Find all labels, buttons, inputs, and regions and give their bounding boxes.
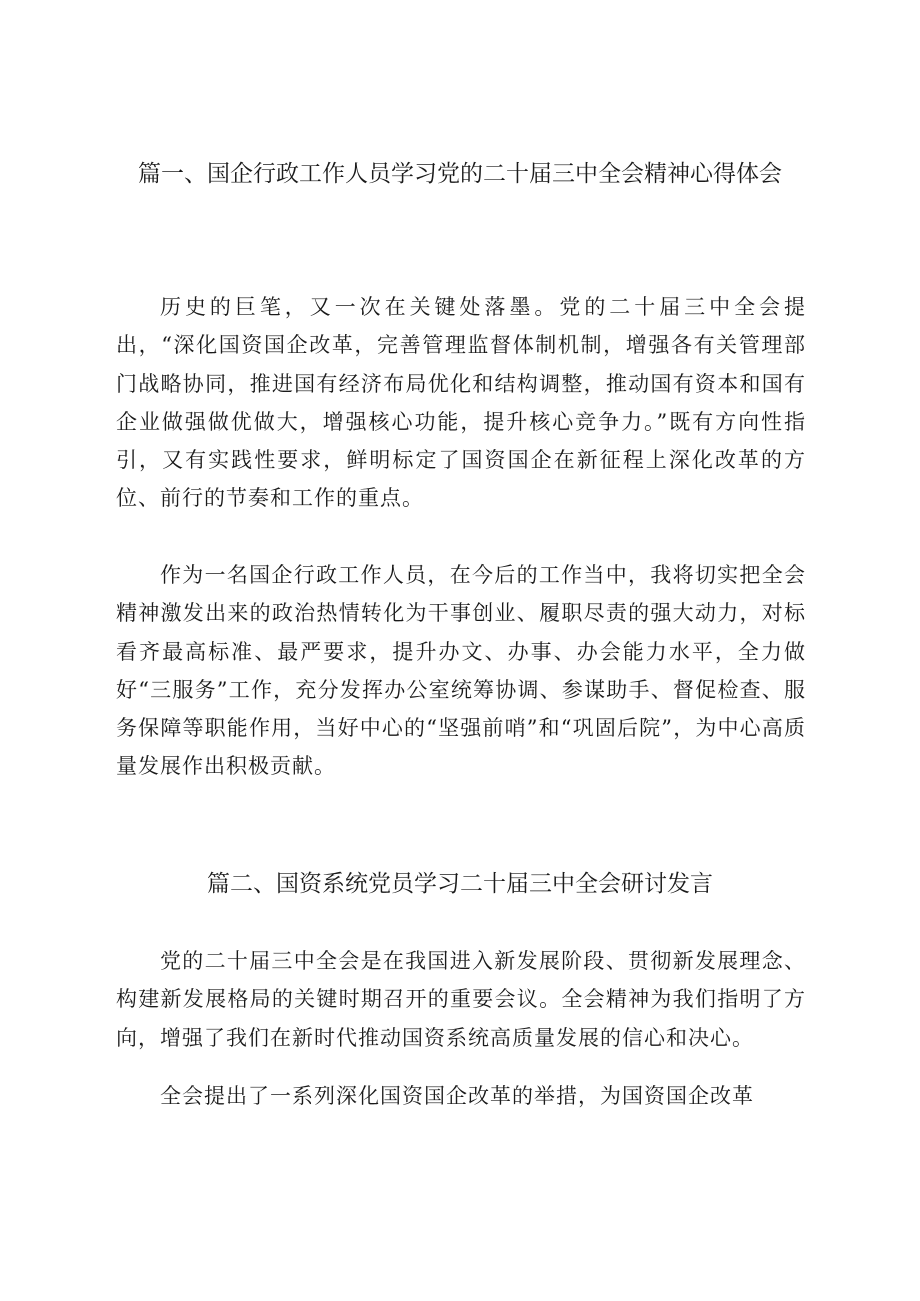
section-2-paragraph: 全会提出了一系列深化国资国企改革的举措，为国资国企改革 [160, 1084, 754, 1108]
section-1-title: 篇一、国企行政工作人员学习党的二十届三中全会精神心得体会 [138, 161, 782, 187]
section-1-paragraph: 历史的巨笔，又一次在关键处落墨。党的二十届三中全会提出，“深化国资国企改革，完善管理监督体制机制，增强各有关管理部门战略协同，推进国有经济布局优化和结构调整，推动国有资本和国有企业做强做优做大，增强核心功能，提升核心竞争力。”既有方向性指引，又有实践性要求，鲜明标定了国资国企在新征程上深化改革的方位、前行的节奏和工作的重点。 [116, 295, 806, 511]
section-2-paragraph: 党的二十届三中全会是在我国进入新发展阶段、贯彻新发展理念、构建新发展格局的关键时期召开的重要会议。全会精神为我们指明了方向，增强了我们在新时代推动国资系统高质量发展的信心和决心。 [116, 949, 806, 1050]
section-1-paragraph: 作为一名国企行政工作人员，在今后的工作当中，我将切实把全会精神激发出来的政治热情转化为干事创业、履职尽责的强大动力，对标看齐最高标准、最严要求，提升办文、办事、办会能力水平，全力做好“三服务”工作，充分发挥办公室统筹协调、参谋助手、督促检查、服务保障等职能作用，当好中心的“坚强前哨”和“巩固后院”，为中心高质量发展作出积极贡献。 [116, 563, 806, 779]
section-2-title: 篇二、国资系统党员学习二十届三中全会研讨发言 [207, 871, 713, 897]
